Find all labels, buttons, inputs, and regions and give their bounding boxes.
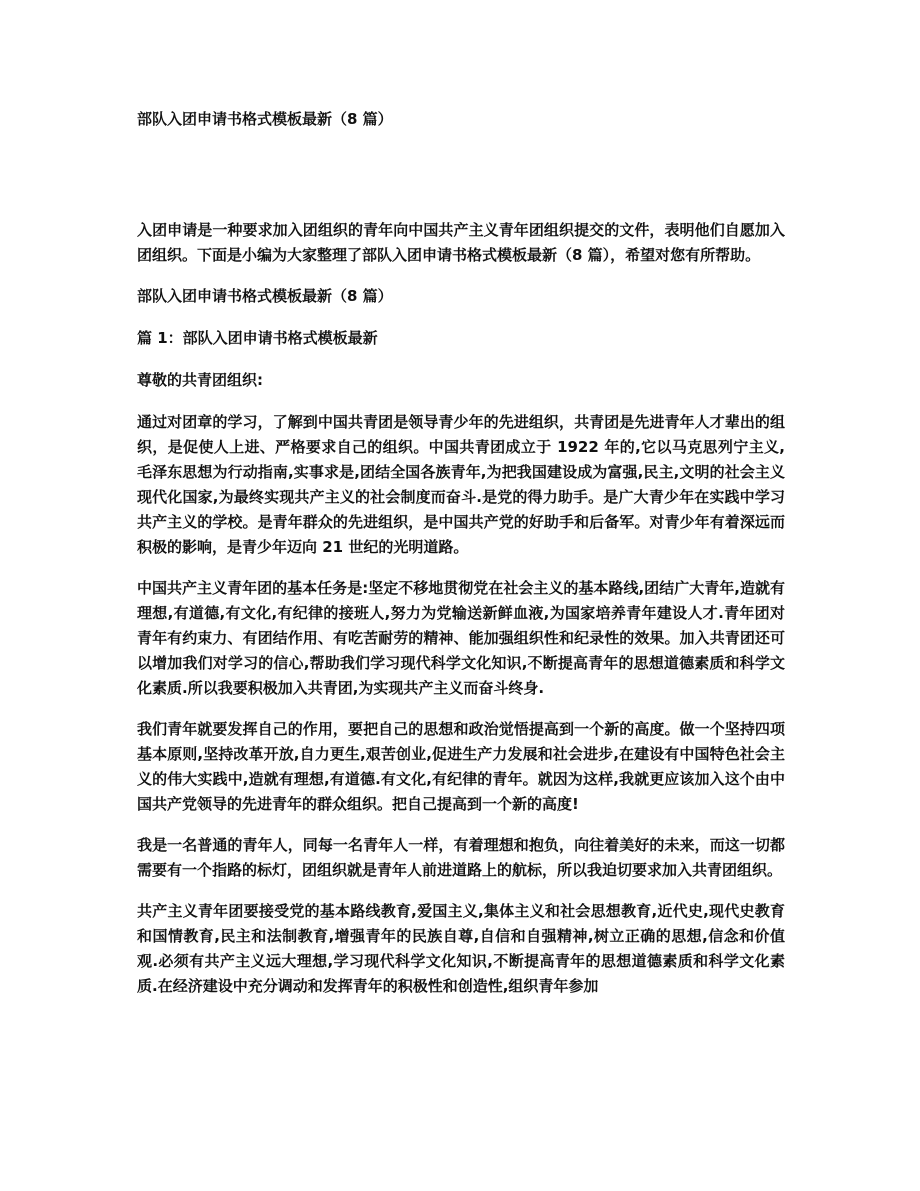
body-paragraph-1: 通过对团章的学习，了解到中国共青团是领导青少年的先进组织，共青团是先进青年人才辈出的组织，是促使人上进、严格要求自己的组织。中国共青团成立于 1922 年的,它以马克思列宁主义,毛泽东思想为行动指南,实事求是,团结全国各族青年,为把我国建设成为富强,民主,文明的社会主义现代化国家,为最终实现共产主义的社会制度而奋斗.是党的得力助手。是广大青少年在实践中学习共产主义的学校。是青年群众的先进组织，是中国共产党的好助手和后备军。对青少年有着深远而积极的影响，是青少年迈向 21 世纪的光明道路。 <box>137 413 785 556</box>
body-paragraph-2: 中国共产主义青年团的基本任务是:坚定不移地贯彻党在社会主义的基本路线,团结广大青年,造就有理想,有道德,有文化,有纪律的接班人,努力为党输送新鲜血液,为国家培养青年建设人才.青年团对青年有约束力、有团结作用、有吃苦耐劳的精神、能加强组织性和纪录性的效果。加入共青团还可以增加我们对学习的信心,帮助我们学习现代科学文化知识,不断提高青年的思想道德素质和科学文化素质.所以我要积极加入共青团,为实现共产主义而奋斗终身. <box>137 579 785 697</box>
body-paragraph-3: 我们青年就要发挥自己的作用，要把自己的思想和政治觉悟提高到一个新的高度。做一个坚持四项基本原则,坚持改革开放,自力更生,艰苦创业,促进生产力发展和社会进步,在建设有中国特色社会主义的伟大实践中,造就有理想,有道德.有文化,有纪律的青年。就因为这样,我就更应该加入这个由中国共产党领导的先进青年的群众组织。把自己提高到一个新的高度! <box>137 720 785 813</box>
salutation: 尊敬的共青团组织: <box>137 371 263 389</box>
section-heading: 部队入团申请书格式模板最新（8 篇） <box>137 287 393 305</box>
body-paragraph-4: 我是一名普通的青年人，同每一名青年人一样，有着理想和抱负，向往着美好的未来，而这一切都需要有一个指路的标灯，团组织就是青年人前进道路上的航标，所以我迫切要求加入共青团组织。 <box>137 836 785 879</box>
intro-paragraph: 入团申请是一种要求加入团组织的青年向中国共产主义青年团组织提交的文件，表明他们自愿加入团组织。下面是小编为大家整理了部队入团申请书格式模板最新（8 篇），希望对您有所帮助。 <box>137 221 785 264</box>
body-paragraph-5: 共产主义青年团要接受党的基本路线教育,爱国主义,集体主义和社会思想教育,近代史,现代史教育和国情教育,民主和法制教育,增强青年的民族自尊,自信和自强精神,树立正确的思想,信念和价值观.必须有共产主义远大理想,学习现代科学文化知识,不断提高青年的思想道德素质和科学文化素质.在经济建设中充分调动和发挥青年的积极性和创造性,组织青年参加 <box>137 902 785 995</box>
article-heading: 篇 1：部队入团申请书格式模板最新 <box>137 329 378 347</box>
document-title: 部队入团申请书格式模板最新（8 篇） <box>137 110 393 128</box>
document-body <box>137 218 785 1015</box>
